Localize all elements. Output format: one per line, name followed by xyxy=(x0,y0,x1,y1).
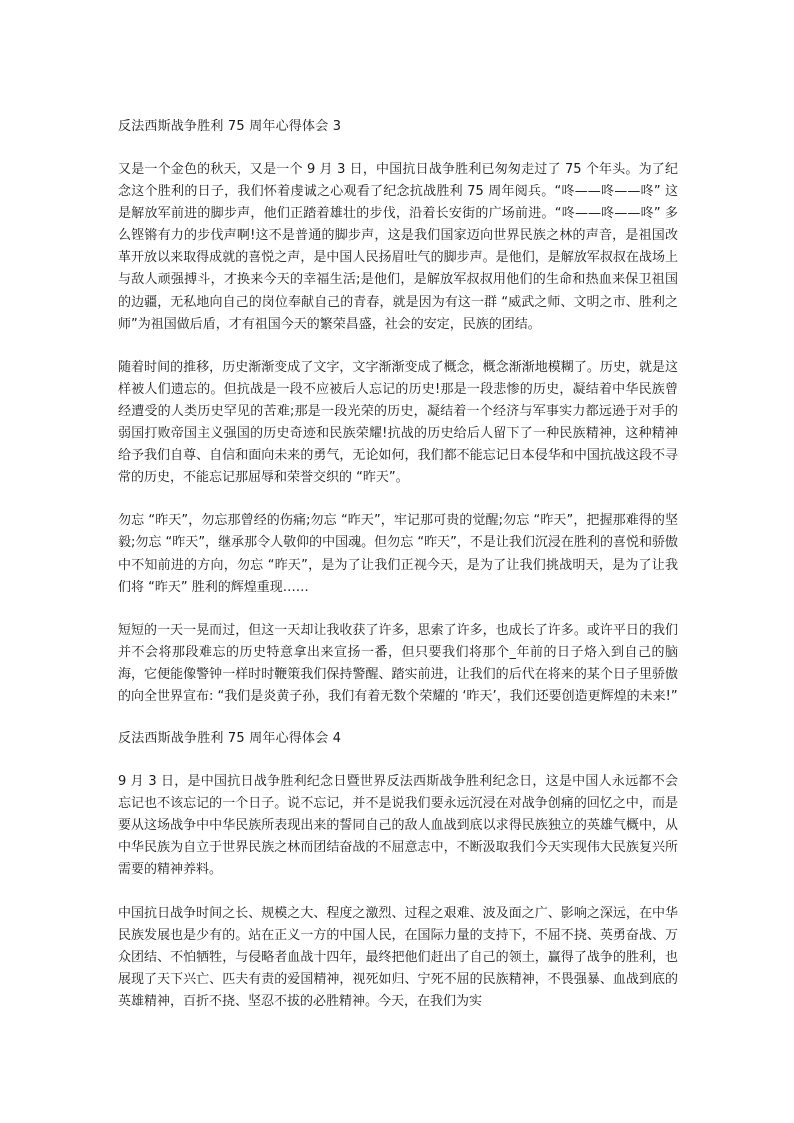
section-heading: 反法西斯战争胜利 75 周年心得体会 3 xyxy=(118,119,342,134)
paragraph: 勿忘 “昨天”，勿忘那曾经的伤痛;勿忘 “昨天”，牢记那可贵的觉醒;勿忘 “昨天”，把握那难得的坚毅;勿忘 “昨天”，继承那令人敬仰的中国魂。但勿忘 “昨天”，不是让我们沉浸在胜利的喜悦和骄傲中不知前进的方向，勿忘 “昨天”，是为了让我们正视今天，是为了让我们挑战明天，是为了让我们将 “昨天” 胜利的辉煌重现…… xyxy=(118,513,678,595)
paragraph: 中国抗日战争时间之长、规模之大、程度之激烈、过程之艰难、波及面之广、影响之深远，在中华民族发展也是少有的。站在正义一方的中国人民，在国际力量的支持下，不屈不挠、英勇奋战、万众团结、不怕牺牲，与侵略者血战十四年，最终把他们赶出了自己的领土，赢得了战争的胜利，也展现了天下兴亡、匹夫有责的爱国精神，视死如归、宁死不屈的民族精神，不畏强暴、血战到底的英雄精神，百折不挠、坚忍不拔的必胜精神。今天，在我们为实 xyxy=(118,905,678,1009)
paragraph: 又是一个金色的秋天，又是一个 9 月 3 日，中国抗日战争胜利已匆匆走过了 75 个年头。为了纪念这个胜利的日子，我们怀着虔诚之心观看了纪念抗战胜利 75 周年阅兵。“咚——咚——咚” 这是解放军前进的脚步声，他们正踏着雄壮的步伐，沿着长安街的广场前进。“咚——咚——咚” 多么铿锵有力的步伐声啊!这不是普通的脚步声，这是我们国家迈向世界民族之林的声音，是祖国改革开放以来取得成就的喜悦之声，是中国人民扬眉吐气的脚步声。是他们，是解放军叔叔在战场上与敌人顽强搏斗，才换来今天的幸福生活;是他们，是解放军叔叔用他们的生命和热血来保卫祖国的边疆，无私地向自己的岗位奉献自己的青春，就是因为有这一群 “威武之师、文明之市、胜利之师”为祖国做后盾，才有祖国今天的繁荣昌盛，社会的安定，民族的团结。 xyxy=(118,162,678,332)
paragraph: 9 月 3 日，是中国抗日战争胜利纪念日暨世界反法西斯战争胜利纪念日，这是中国人永远都不会忘记也不该忘记的一个日子。说不忘记，并不是说我们要永远沉浸在对战争创痛的回忆之中，而是要从这场战争中中华民族所表现出来的誓同自己的敌人血战到底以求得民族独立的英雄气概中，从中华民族为自立于世界民族之林而团结奋战的不屈意志中，不断汲取我们今天实现伟大民族复兴所需要的精神养料。 xyxy=(118,774,678,878)
paragraph: 短短的一天一晃而过，但这一天却让我收获了许多，思索了许多，也成长了许多。或许平日的我们并不会将那段难忘的历史特意拿出来宣扬一番，但只要我们将那个_年前的日子烙入到自己的脑海，它便能像警钟一样时时鞭策我们保持警醒、踏实前进，让我们的后代在将来的某个日子里骄傲的向全世界宣布: “我们是炎黄子孙，我们有着无数个荣耀的 ‘昨天’，我们还要创造更辉煌的未来!” xyxy=(118,622,678,704)
section-heading: 反法西斯战争胜利 75 周年心得体会 4 xyxy=(118,731,342,747)
paragraph: 随着时间的推移，历史渐渐变成了文字，文字渐渐变成了概念，概念渐渐地模糊了。历史，就是这样被人们遗忘的。但抗战是一段不应被后人忘记的历史!那是一段悲惨的历史，凝结着中华民族曾经遭受的人类历史罕见的苦难;那是一段光荣的历史，凝结着一个经济与军事实力都远逊于对手的弱国打败帝国主义强国的历史奇迹和民族荣耀!抗战的历史给后人留下了一种民族精神，这种精神给予我们自尊、自信和面向未来的勇气，无论如何，我们都不能忘记日本侵华和中国抗战这段不寻常的历史，不能忘记那屈辱和荣誉交织的 “昨天”。 xyxy=(118,359,678,486)
document-page xyxy=(118,117,678,1034)
